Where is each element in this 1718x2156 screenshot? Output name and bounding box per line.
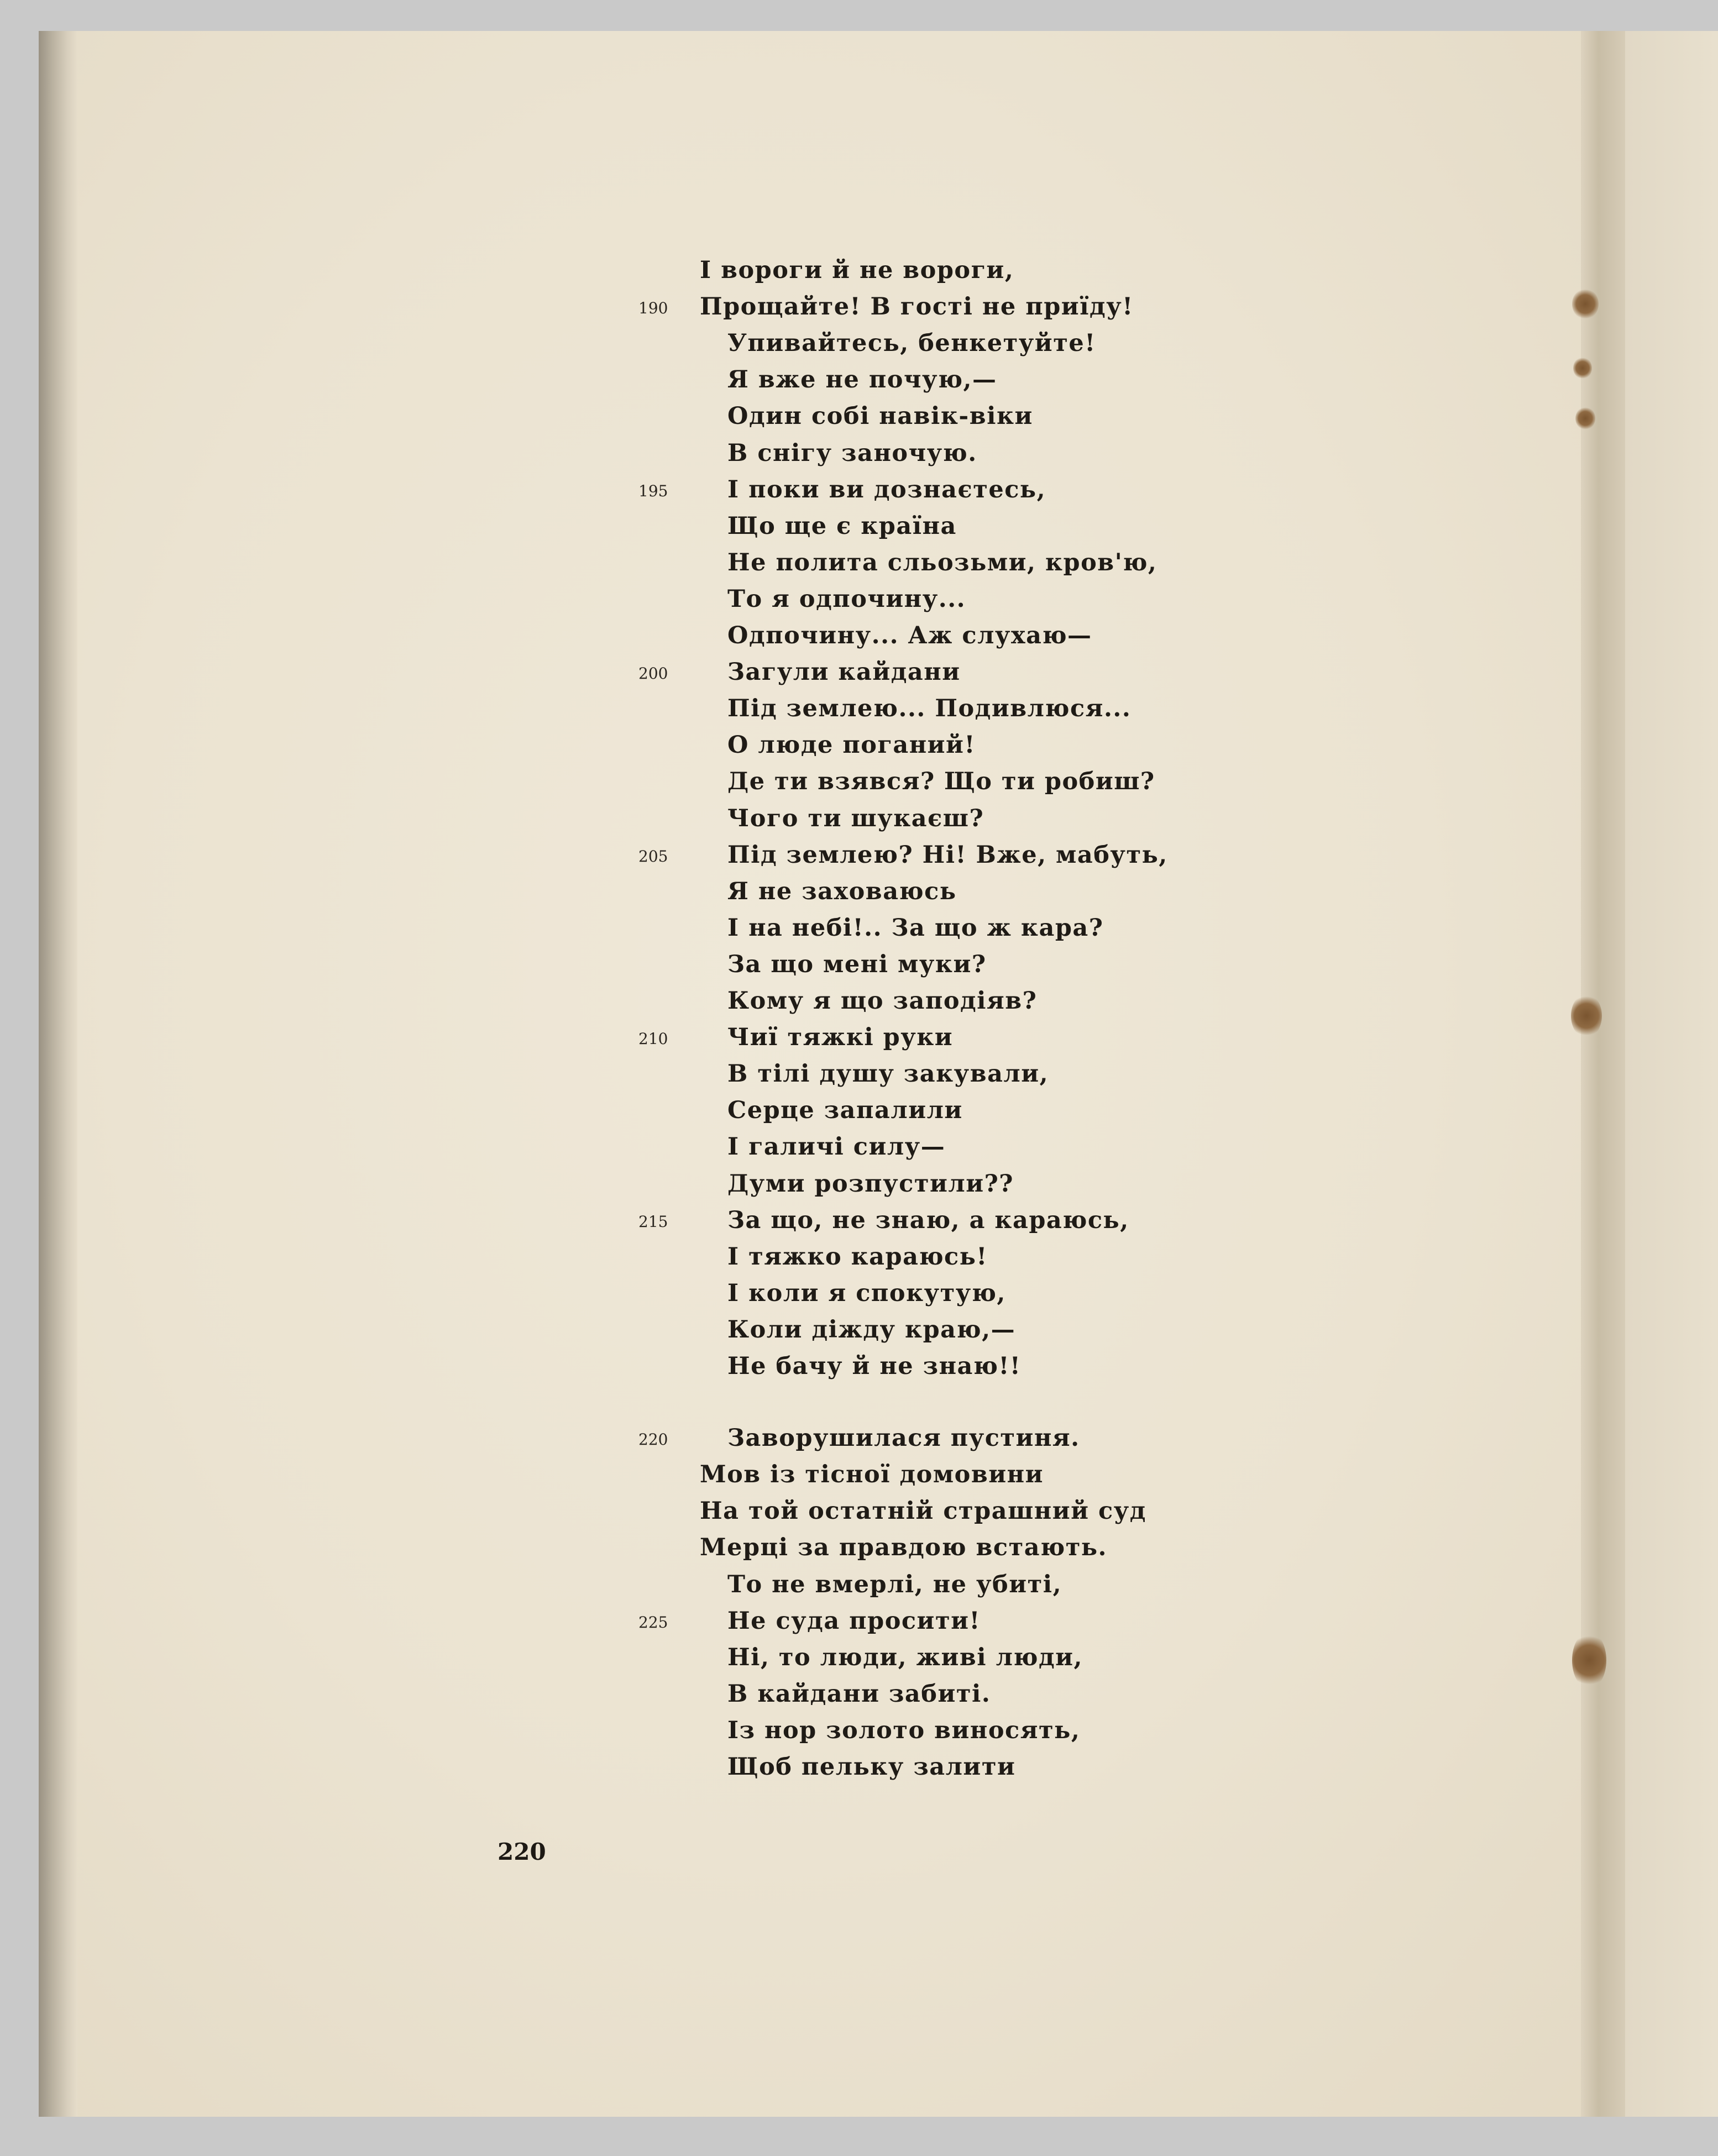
line-number: 195 [638, 481, 668, 500]
verse-line: Одпочину... Аж слухаю— [727, 622, 1092, 649]
verse-line: Під землею... Подивлюся... [727, 695, 1132, 723]
page-number: 220 [497, 1838, 546, 1865]
line-number: 215 [638, 1212, 668, 1231]
verse-line: Не суда просити! [727, 1607, 981, 1635]
line-number: 220 [638, 1430, 668, 1449]
verse-line: Мерці за правдою встають. [700, 1534, 1108, 1562]
binding-stain [1573, 357, 1592, 379]
verse-line: В тілі душу закували, [727, 1060, 1049, 1088]
page-gutter [1581, 31, 1625, 2117]
adjacent-page [1625, 31, 1718, 2117]
verse-line: І вороги й не вороги, [700, 256, 1014, 284]
verse-line: Я не заховаюсь [727, 877, 957, 905]
verse-line: На той остатній страшний суд [700, 1497, 1146, 1525]
verse-line: Я вже не почую,— [727, 366, 997, 394]
binding-stain [1572, 288, 1599, 319]
verse-line: В кайдани забиті. [727, 1680, 991, 1708]
line-number: 200 [638, 664, 668, 683]
verse-line: Ні, то люди, живі люди, [727, 1643, 1083, 1671]
verse-line: О люде поганий! [727, 731, 976, 759]
verse-line: Думи розпустили?? [727, 1169, 1014, 1198]
verse-line: Заворушилася пустиня. [727, 1424, 1080, 1452]
binding-stain [1572, 1632, 1606, 1689]
verse-line: За що мені муки? [727, 950, 987, 978]
verse-line: Що ще є країна [727, 512, 957, 540]
verse-line: Із нор золото виносять, [727, 1716, 1081, 1744]
book-spine-edge [39, 31, 77, 2117]
verse-line: Загули кайдани [727, 658, 961, 686]
verse-line: Щоб пельку залити [727, 1753, 1016, 1781]
verse-line: Коли дiжду краю,— [727, 1315, 1016, 1344]
verse-line: Чиї тяжкі руки [727, 1024, 954, 1052]
verse-line: Кому я що заподіяв? [727, 987, 1038, 1015]
verse-line: І тяжко караюсь! [727, 1242, 988, 1271]
verse-line: Серце запалили [727, 1097, 963, 1125]
verse-line: Чого ти шукаєш? [727, 804, 984, 832]
line-number: 225 [638, 1613, 668, 1632]
verse-line: Мов із тісної домовини [700, 1461, 1044, 1489]
verse-line: І коли я спокутую, [727, 1279, 1006, 1307]
verse-line: Під землею? Ні! Вже, мабуть, [727, 841, 1168, 869]
verse-line: Не полита сльозьми, кров'ю, [727, 548, 1157, 576]
verse-line: Не бачу й не знаю!! [727, 1352, 1022, 1380]
verse-line: Де ти взявся? Що ти робиш? [727, 768, 1155, 796]
line-number: 205 [638, 847, 668, 865]
line-number: 210 [638, 1030, 668, 1048]
line-number: 190 [638, 299, 668, 318]
binding-stain [1571, 994, 1602, 1038]
verse-line: І галичі силу— [727, 1133, 946, 1161]
verse-line: Один собі навік-віки [727, 402, 1033, 431]
verse-line: За що, не знаю, а караюсь, [727, 1206, 1129, 1234]
verse-line: Упивайтесь, бенкетуйте! [727, 329, 1096, 358]
verse-line: І на небі!.. За що ж кара? [727, 914, 1104, 942]
verse-line: То не вмерлі, не убиті, [727, 1570, 1062, 1598]
verse-line: В снігу заночую. [727, 439, 977, 467]
binding-stain [1575, 407, 1595, 430]
verse-line: І поки ви дознаєтесь, [727, 475, 1046, 503]
verse-line: Прощайте! В гості не приїду! [700, 293, 1134, 321]
scanned-page [39, 31, 1718, 2117]
verse-line: То я одпочину... [727, 585, 966, 613]
